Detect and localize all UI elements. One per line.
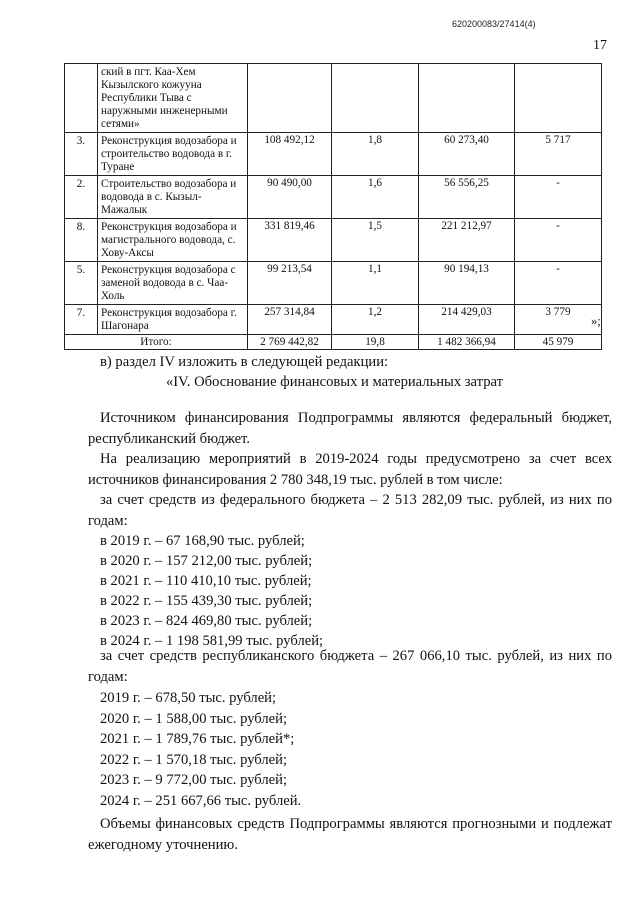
table-row xyxy=(65,176,602,219)
table-cell-value: 257 314,84 xyxy=(248,305,332,335)
table-row xyxy=(65,133,602,176)
table-cell-value: 60 273,40 xyxy=(419,133,515,176)
paragraph-regional: за счет средств республиканского бюджета – 267 066,10 тыс. рублей, из них по годам: xyxy=(88,648,612,685)
list-item: в 2020 г. – 157 212,00 тыс. рублей; xyxy=(100,553,313,569)
table-cell-value: - xyxy=(515,262,602,305)
paragraph-federal: за счет средств из федерального бюджета – 2 513 282,09 тыс. рублей, из них по годам: xyxy=(88,492,612,529)
closing-quote: »; xyxy=(591,314,601,328)
list-item: в 2023 г. – 824 469,80 тыс. рублей; xyxy=(100,613,313,629)
table-row xyxy=(65,305,602,335)
table-cell-value: 214 429,03 xyxy=(419,305,515,335)
list-item: в 2019 г. – 67 168,90 тыс. рублей; xyxy=(100,533,305,549)
table-cell xyxy=(65,64,98,133)
list-item: 2022 г. – 1 570,18 тыс. рублей; xyxy=(100,752,287,768)
table-cell-name: Реконструкция водозабора и строительство водовода в г. Туране xyxy=(98,133,248,176)
table-cell-number: 3. xyxy=(65,133,98,176)
table-cell-value: 90 194,13 xyxy=(419,262,515,305)
budget-table xyxy=(64,63,602,350)
table-cell-value: 1,6 xyxy=(332,176,419,219)
table-cell xyxy=(515,64,602,133)
table-cell-value: - xyxy=(515,219,602,262)
table-cell xyxy=(248,64,332,133)
table-cell-value: 1,5 xyxy=(332,219,419,262)
total-value: 2 769 442,82 xyxy=(248,335,332,350)
list-item: 2020 г. – 1 588,00 тыс. рублей; xyxy=(100,711,287,727)
table-cell-value: 108 492,12 xyxy=(248,133,332,176)
table-cell-value: 1,8 xyxy=(332,133,419,176)
table-cell-name: Реконструкция водозабора с заменой водовода в с. Чаа-Холь xyxy=(98,262,248,305)
list-item: 2024 г. – 251 667,66 тыс. рублей. xyxy=(100,793,302,809)
total-label: Итого: xyxy=(65,335,248,350)
table-row xyxy=(65,219,602,262)
list-item: 2023 г. – 9 772,00 тыс. рублей; xyxy=(100,772,287,788)
table-cell-value: 1,2 xyxy=(332,305,419,335)
table-cell-name: Реконструкция водозабора г. Шагонара xyxy=(98,305,248,335)
list-item: 2019 г. – 678,50 тыс. рублей; xyxy=(100,690,277,706)
paragraph-total: На реализацию мероприятий в 2019-2024 годы предусмотрено за счет всех источников финансирования 2 780 348,19 тыс. рублей в том числе: xyxy=(88,451,612,488)
table-cell-name: ский в пгт. Каа-Хем Кызылского кожууна Республики Тыва с наружными инженерными сетями» xyxy=(98,64,248,133)
table-row xyxy=(65,64,602,133)
table-cell-value: 1,1 xyxy=(332,262,419,305)
table-total-row xyxy=(65,335,602,350)
list-item: 2021 г. – 1 789,76 тыс. рублей*; xyxy=(100,731,295,747)
section-intro: в) раздел IV изложить в следующей редакции: xyxy=(100,354,389,370)
table-cell-value: 99 213,54 xyxy=(248,262,332,305)
list-item: в 2024 г. – 1 198 581,99 тыс. рублей; xyxy=(100,633,324,649)
table-cell-name: Реконструкция водозабора и магистрального водовода, с. Хову-Аксы xyxy=(98,219,248,262)
list-item: в 2022 г. – 155 439,30 тыс. рублей; xyxy=(100,593,313,609)
section-title: «IV. Обоснование финансовых и материальных затрат xyxy=(166,374,503,390)
table-cell xyxy=(332,64,419,133)
total-value: 45 979 xyxy=(515,335,602,350)
document-code: 620200083/27414(4) xyxy=(452,19,536,29)
table-cell-value: 331 819,46 xyxy=(248,219,332,262)
total-value: 19,8 xyxy=(332,335,419,350)
paragraph-sources: Источником финансирования Подпрограммы являются федеральный бюджет, республиканский бюджет. xyxy=(88,410,612,447)
table-cell-number: 7. xyxy=(65,305,98,335)
table-cell-value: 90 490,00 xyxy=(248,176,332,219)
table-cell-value: 5 717 xyxy=(515,133,602,176)
table-cell-number: 5. xyxy=(65,262,98,305)
table-cell xyxy=(419,64,515,133)
total-value: 1 482 366,94 xyxy=(419,335,515,350)
table-row xyxy=(65,262,602,305)
paragraph-forecast: Объемы финансовых средств Подпрограммы являются прогнозными и подлежат ежегодному уточнению. xyxy=(88,816,612,853)
table-cell-value: 221 212,97 xyxy=(419,219,515,262)
table-cell-number: 2. xyxy=(65,176,98,219)
list-item: в 2021 г. – 110 410,10 тыс. рублей; xyxy=(100,573,312,589)
table-cell-value: 3 779 xyxy=(515,305,602,335)
table-cell-name: Строительство водозабора и водовода в с. Кызыл-Мажалык xyxy=(98,176,248,219)
page-number: 17 xyxy=(593,38,607,53)
table-cell-value: - xyxy=(515,176,602,219)
table-cell-number: 8. xyxy=(65,219,98,262)
table-cell-value: 56 556,25 xyxy=(419,176,515,219)
